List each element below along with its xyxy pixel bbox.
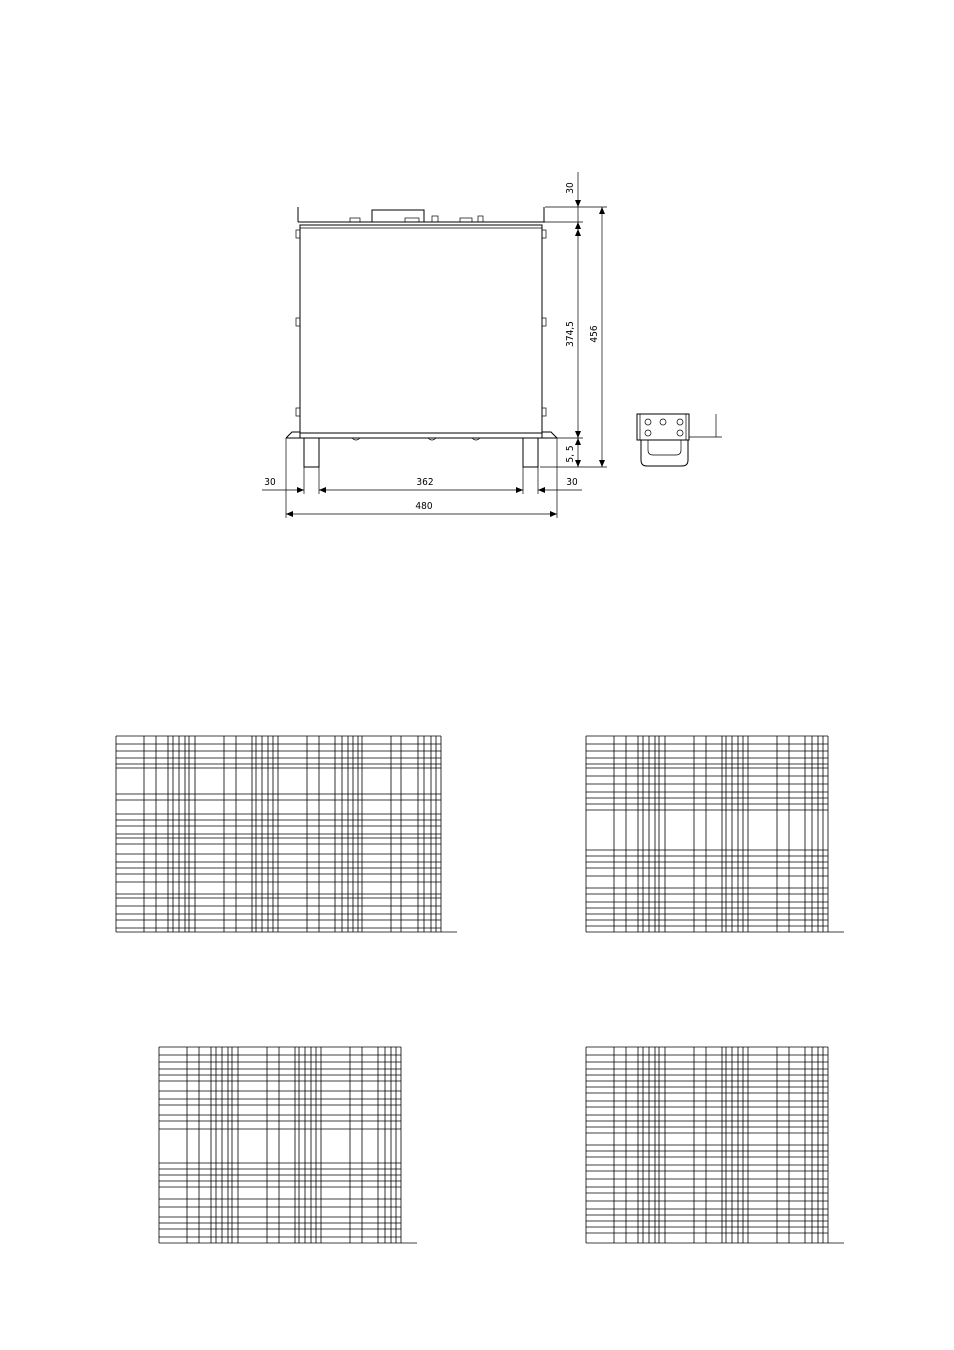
dim-total-width: 480 [415,501,433,512]
dim-foot-span: 362 [416,477,434,488]
dim-left-clearance: 30 [264,477,276,488]
dimension-lines [262,172,607,518]
unit-front-view [286,207,557,467]
grid-bottom-left [159,1047,417,1243]
grid-top-right [586,736,844,932]
dim-top-clearance: 30 [565,182,576,194]
dim-total-height: 456 [589,325,600,343]
dim-right-clearance: 30 [566,477,578,488]
handle-side-detail [637,414,722,466]
grid-top-left [116,736,457,932]
dim-body-height: 374,5 [565,321,576,347]
dim-foot-height: 5, 5 [565,445,576,463]
grid-bottom-right [586,1047,844,1243]
